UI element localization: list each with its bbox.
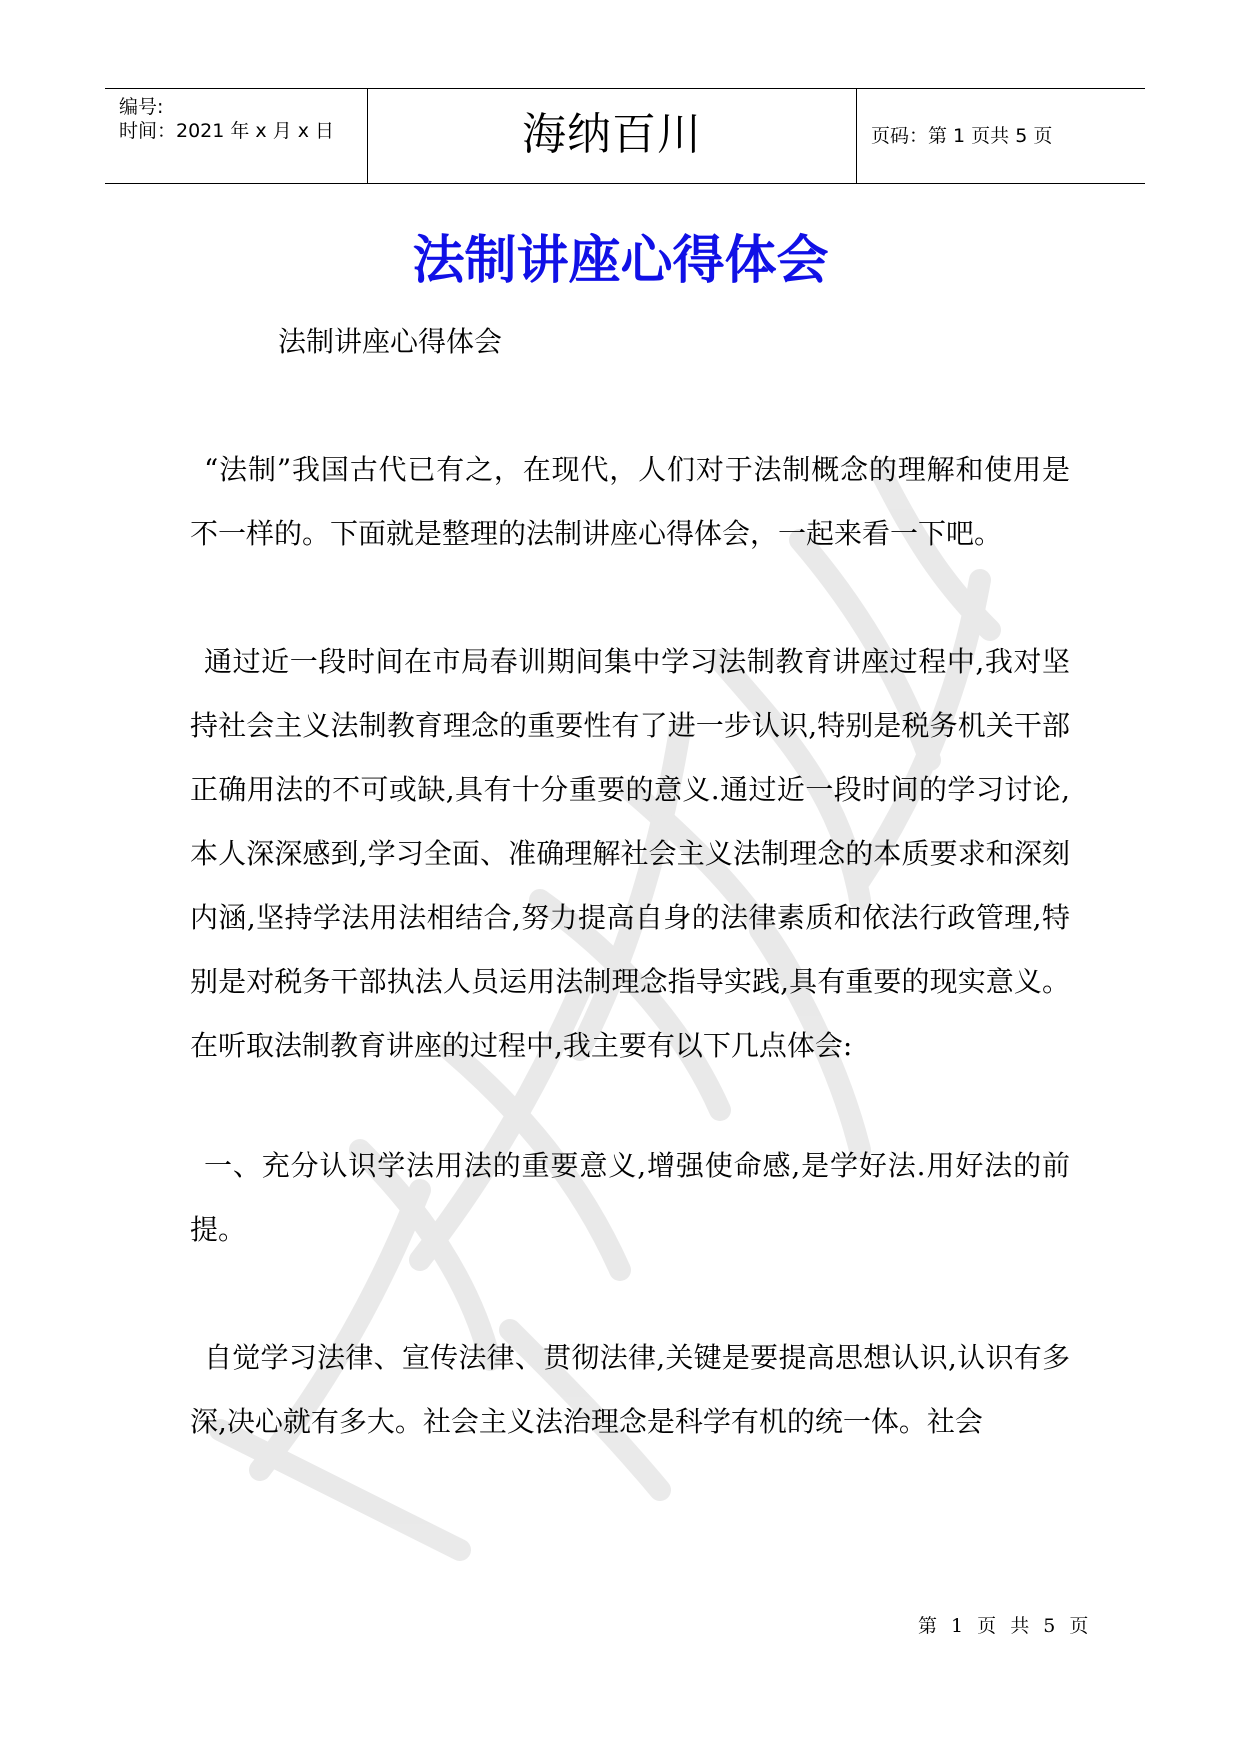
page-code: 页码：第 1 页共 5 页 [871, 125, 1053, 147]
document-header [105, 88, 1145, 184]
paragraph-body: 通过近一段时间在市局春训期间集中学习法制教育讲座过程中,我对坚持社会主义法制教育理念的重要性有了进一步认识,特别是税务机关干部正确用法的不可或缺,具有十分重要的意义.通过近一段时间的学习讨论,本人深深感到,学习全面、准确理解社会主义法制理念的本质要求和深刻内涵,坚持学法用法相结合,努力提高自身的法律素质和依法行政管理,特别是对税务干部执法人员运用法制理念指导实践,具有重要的现实意义。在听取法制教育讲座的过程中,我主要有以下几点体会: [190, 645, 1070, 1062]
document-title: 法制讲座心得体会 [412, 231, 829, 291]
serial-number-label: 编号: [119, 96, 164, 118]
paragraph-continued: 自觉学习法律、宣传法律、贯彻法律,关键是要提高思想认识,认识有多深,决心就有多大。社会主义法治理念是科学有机的统一体。社会 [190, 1341, 1070, 1438]
date-label: 时间：2021 年 x 月 x 日 [119, 120, 335, 142]
document-subtitle: 法制讲座心得体会 [278, 325, 503, 358]
paragraph-point-one: 一、充分认识学法用法的重要意义,增强使命感,是学好法.用好法的前提。 [190, 1149, 1070, 1246]
header-brand-cell [367, 89, 857, 183]
header-page-cell [857, 89, 1145, 183]
brand-name: 海纳百川 [522, 109, 702, 160]
paragraph-intro: “法制”我国古代已有之，在现代，人们对于法制概念的理解和使用是不一样的。下面就是整理的法制讲座心得体会，一起来看一下吧。 [190, 453, 1070, 550]
page-footer: 第 1 页 共 5 页 [918, 1615, 1093, 1637]
header-meta-cell [105, 89, 367, 183]
